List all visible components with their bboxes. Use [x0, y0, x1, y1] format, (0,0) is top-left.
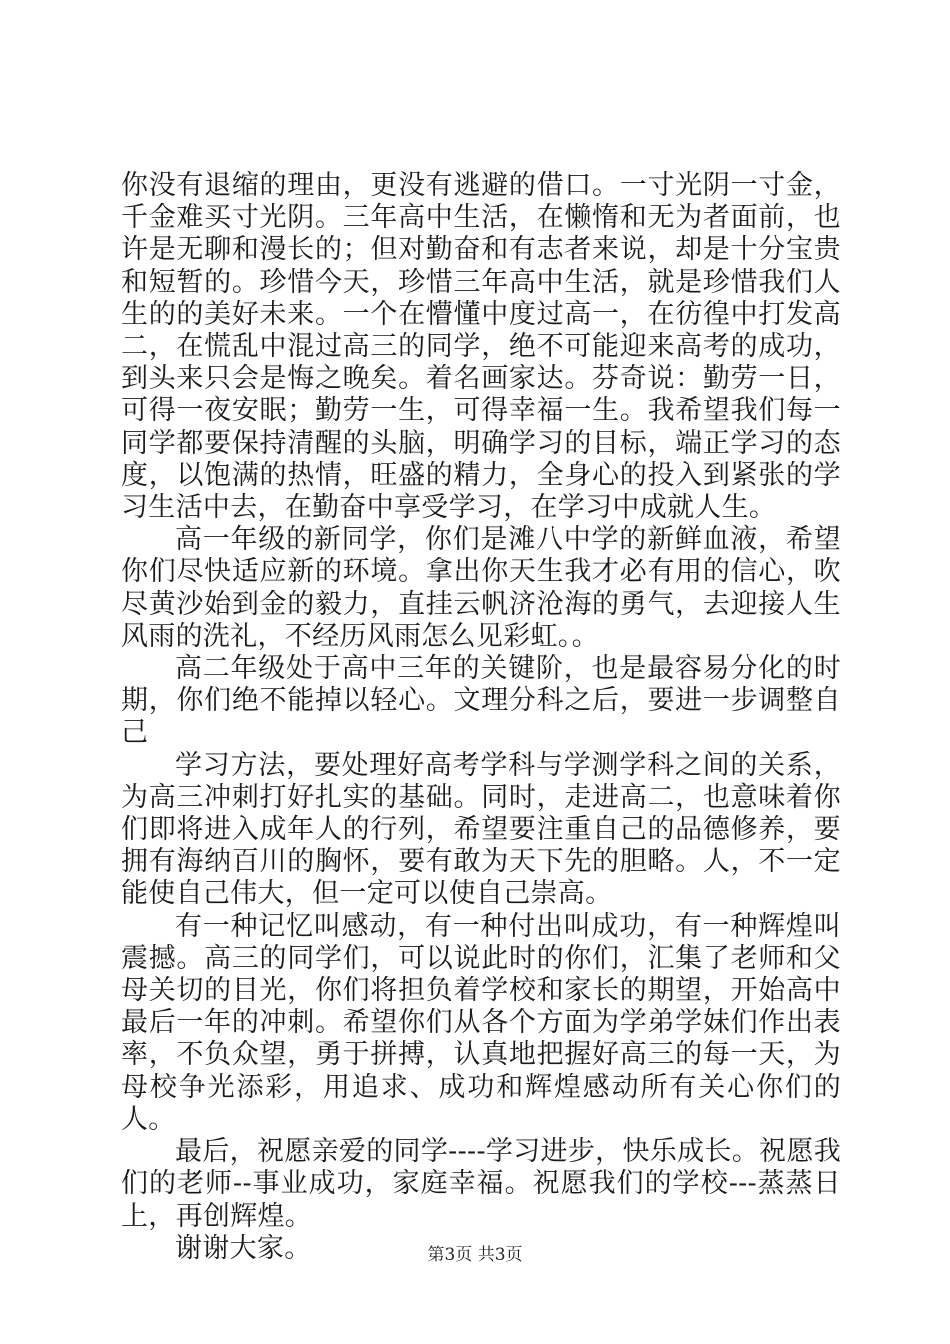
paragraph-2: 高一年级的新同学，你们是滩八中学的新鲜血液，希望你们尽快适应新的环境。拿出你天生我才必有用的信心，吹尽黄沙始到金的毅力，直挂云帆济沧海的勇气，去迎接人生风雨的洗礼，不经历风雨怎么见彩虹。。 — [121, 524, 841, 652]
paragraph-1: 你没有退缩的理由，更没有逃避的借口。一寸光阴一寸金，千金难买寸光阴。三年高中生活，在懒惰和无为者面前，也许是无聊和漫长的；但对勤奋和有志者来说，却是十分宝贵和短暂的。珍惜今天，珍惜三年高中生活，就是珍惜我们人生的的美好未来。一个在懵懂中度过高一，在彷徨中打发高二，在慌乱中混过高三的同学，绝不可能迎来高考的成功，到头来只会是悔之晚矣。着名画家达。芬奇说：勤劳一日，可得一夜安眠；勤劳一生，可得幸福一生。我希望我们每一同学都要保持清醒的头脑，明确学习的目标，端正学习的态度，以饱满的热情，旺盛的精力，全身心的投入到紧张的学习生活中去，在勤奋中享受学习，在学习中成就人生。 — [121, 170, 841, 524]
paragraph-7: 谢谢大家。 — [175, 1232, 312, 1264]
paragraph-3: 高二年级处于高中三年的关键阶，也是最容易分化的时期，你们绝不能掉以轻心。文理分科之后，要进一步调整自己 — [121, 653, 841, 749]
paragraph-6: 最后，祝愿亲爱的同学----学习进步，快乐成长。祝愿我们的老师--事业成功，家庭幸福。祝愿我们的学校---蒸蒸日上，再创辉煌。 — [121, 1136, 841, 1232]
document-body — [121, 170, 841, 1265]
paragraph-4: 学习方法，要处理好高考学科与学测学科之间的关系，为高三冲刺打好扎实的基础。同时，走进高二，也意味着你们即将进入成年人的行列，希望要注重自己的品德修养，要拥有海纳百川的胸怀，要有敢为天下先的胆略。人，不一定能使自己伟大，但一定可以使自己崇高。 — [121, 749, 841, 910]
page-footer: 第3页 共3页 — [427, 1245, 523, 1265]
paragraph-5: 有一种记忆叫感动，有一种付出叫成功，有一种辉煌叫震撼。高三的同学们，可以说此时的你们，汇集了老师和父母关切的目光，你们将担负着学校和家长的期望，开始高中最后一年的冲刺。希望你们从各个方面为学弟学妹们作出表率，不负众望，勇于拼搏，认真地把握好高三的每一天，为母校争光添彩，用追求、成功和辉煌感动所有关心你们的人。 — [121, 910, 841, 1135]
